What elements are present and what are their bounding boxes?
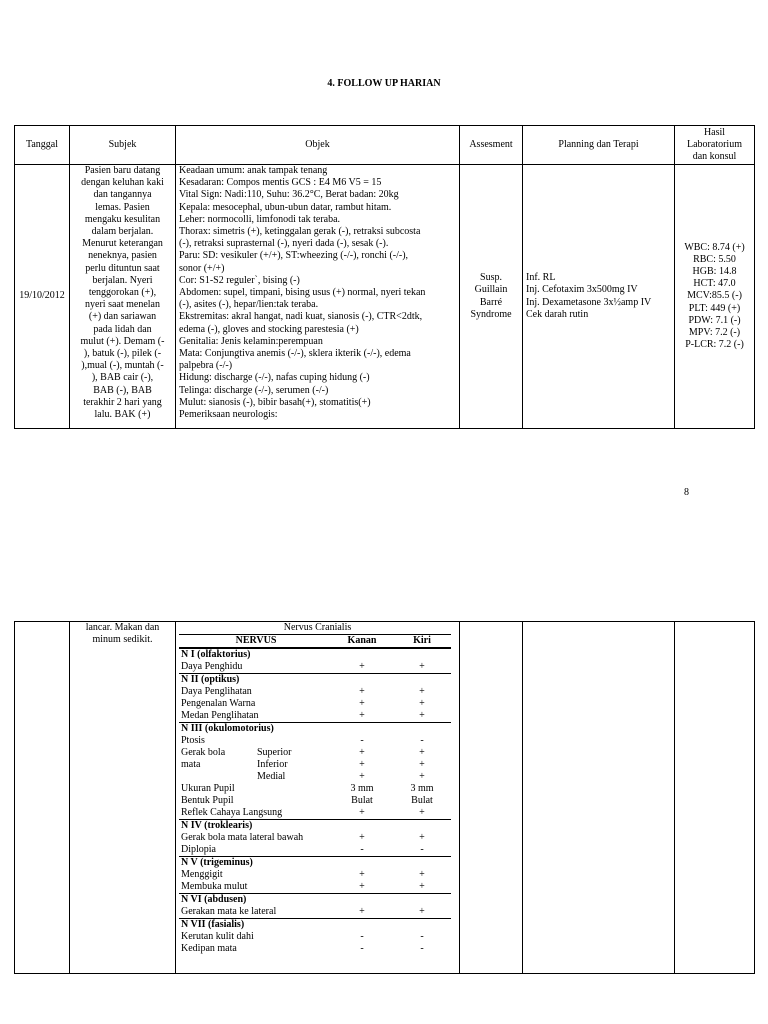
page-number: 8 <box>684 487 689 498</box>
nervus-label: Daya Penglihatan <box>181 686 252 697</box>
date-cell-empty <box>15 622 70 974</box>
table-row <box>15 622 755 974</box>
nervus-exam-row <box>179 832 451 844</box>
text-line: neneknya, pasien <box>88 250 157 262</box>
nervus-kiri: + <box>419 710 425 721</box>
text-line: MPV: 7.2 (-) <box>688 327 741 338</box>
header-hasil-line: Laboratorium <box>687 139 742 150</box>
nervus-label: Menggigit <box>181 869 223 880</box>
nervus-kiri: + <box>419 832 425 843</box>
text-line: Leher: normocolli, limfonodi tak teraba. <box>179 213 341 225</box>
text-line: Abdomen: supel, timpani, bising usus (+) normal, nyeri tekan <box>179 287 426 299</box>
nervus-section-name: N VII (fasialis) <box>179 919 451 932</box>
lab-result-cell <box>675 165 755 429</box>
planning-cell-empty <box>523 622 675 974</box>
nervus-sub: Inferior <box>257 759 288 770</box>
nervus-kiri: + <box>419 881 425 892</box>
nervus-header-row <box>179 635 451 649</box>
nervus-exam-row <box>179 931 451 943</box>
nervus-exam-row <box>179 747 451 759</box>
nervus-kanan: + <box>359 771 365 782</box>
text-line: Thorax: simetris (+), ketinggalan gerak (-), retraksi subcosta <box>179 226 421 238</box>
nervus-kanan: + <box>359 747 365 758</box>
text-line: berjalan. Nyeri <box>92 274 153 286</box>
follow-up-table <box>14 125 755 429</box>
nervus-exam-row <box>179 844 451 857</box>
text-line: dalam berjalan. <box>91 226 154 238</box>
text-line: Mulut: sianosis (-), bibir basah(+), stomatitis(+) <box>179 396 371 408</box>
text-line: palpebra (-/-) <box>179 360 233 372</box>
nervus-kanan: + <box>359 710 365 721</box>
nervus-kanan: + <box>359 759 365 770</box>
assesment-cell <box>460 165 523 429</box>
continuation-table <box>14 621 755 974</box>
nervus-kiri: - <box>420 735 424 746</box>
assesment-lines <box>460 272 522 321</box>
nervus-label: Membuka mulut <box>181 881 248 892</box>
nervus-label: Ukuran Pupil <box>181 783 235 794</box>
nervus-kanan: + <box>359 869 365 880</box>
nervus-kiri: Bulat <box>411 795 433 806</box>
nervus-kanan: + <box>359 832 365 843</box>
nervus-kanan: + <box>359 698 365 709</box>
text-line: WBC: 8.74 (+) <box>684 241 745 253</box>
nervus-kanan: - <box>360 735 364 746</box>
text-line: Menurut keterangan <box>82 238 163 250</box>
nervus-sub: Superior <box>257 747 292 758</box>
nervus-kiri: 3 mm <box>410 783 434 794</box>
text-line: Paru: SD: vesikuler (+/+), ST:wheezing (-/-), ronchi (-/-), <box>179 250 409 262</box>
nervus-label: Gerak bola mata lateral bawah <box>181 832 304 843</box>
nervus-label: Bentuk Pupil <box>181 795 234 806</box>
text-line: HGB: 14.8 <box>692 265 737 277</box>
nervus-cranialis-title: Nervus Cranialis <box>283 622 352 633</box>
header-subjek: Subjek <box>70 126 176 165</box>
objek-lines <box>179 165 456 421</box>
header-hasil-lab <box>675 126 755 165</box>
nervus-label: Daya Penghidu <box>181 661 243 672</box>
nervus-kiri: + <box>419 807 425 818</box>
nervus-label: mata <box>181 759 201 770</box>
nervus-kanan: + <box>359 807 365 818</box>
nervus-label: Reflek Cahaya Langsung <box>181 807 283 818</box>
text-line: Ekstremitas: akral hangat, nadi kuat, sianosis (-), CTR<2dtk, <box>179 311 423 323</box>
table-header-row <box>15 126 755 165</box>
nervus-exam-row <box>179 783 451 795</box>
text-line: Pemeriksaan neurologis: <box>179 409 278 421</box>
text-line: dan tangannya <box>93 189 152 201</box>
nervus-kanan: - <box>360 943 364 954</box>
text-line: Telinga: discharge (-/-), serumen (-/-) <box>179 384 329 396</box>
text-line: lancar. Makan dan <box>85 622 160 633</box>
nervus-header-kiri: Kiri <box>391 635 451 649</box>
nervus-section-name: N IV (troklearis) <box>179 820 451 833</box>
assesment-cell-empty <box>460 622 523 974</box>
text-line: minum sedikit. <box>92 634 153 646</box>
text-line: ),mual (-), muntah (- <box>81 360 164 372</box>
nervus-kanan: + <box>359 881 365 892</box>
header-planning: Planning dan Terapi <box>523 126 675 165</box>
text-line: BAB (-), BAB <box>93 384 152 396</box>
nervus-kiri: + <box>419 759 425 770</box>
header-assesment: Assesment <box>460 126 523 165</box>
nervus-sub: Medial <box>257 771 286 782</box>
text-line: Keadaan umum: anak tampak tenang <box>179 165 328 176</box>
nervus-section-row <box>179 723 451 736</box>
page-title: 4. FOLLOW UP HARIAN <box>327 78 441 89</box>
subjek-continued-lines <box>72 622 173 646</box>
text-line: edema (-), gloves and stocking parestesia (+) <box>179 323 359 335</box>
nervus-kiri: + <box>419 698 425 709</box>
nervus-section-row <box>179 857 451 870</box>
nervus-section-name: N VI (abdusen) <box>179 894 451 907</box>
nervus-kiri: + <box>419 771 425 782</box>
nervus-section-name: N II (optikus) <box>179 674 451 687</box>
nervus-section-name: N III (okulomotorius) <box>179 723 451 736</box>
subjek-lines <box>72 165 173 421</box>
nervus-exam-row <box>179 771 451 783</box>
date-cell: 19/10/2012 <box>15 165 70 429</box>
text-line: MCV:85.5 (-) <box>687 290 742 302</box>
nervus-kiri: + <box>419 869 425 880</box>
nervus-kanan: + <box>359 686 365 697</box>
header-hasil-line: dan konsul <box>692 151 737 162</box>
planning-lines <box>526 272 671 321</box>
text-line: (-), retraksi suprasternal (-), nyeri dada (-), sesak (-). <box>179 238 389 250</box>
text-line: Guillain <box>474 284 508 296</box>
text-line: mulut (+). Demam (- <box>80 335 165 347</box>
nervus-exam-row <box>179 807 451 820</box>
text-line: sonor (+/+) <box>179 262 225 274</box>
nervus-header-kanan: Kanan <box>331 635 391 649</box>
text-line: PLT: 449 (+) <box>688 302 741 314</box>
nervus-kanan: Bulat <box>351 795 373 806</box>
header-tanggal: Tanggal <box>15 126 70 165</box>
text-line: dengan keluhan kaki <box>81 177 164 189</box>
nervus-label: Diplopia <box>181 844 216 855</box>
nervus-section-row <box>179 820 451 833</box>
text-line: P-LCR: 7.2 (-) <box>685 339 744 351</box>
text-line: PDW: 7.1 (-) <box>688 314 741 326</box>
nervus-kiri: + <box>419 686 425 697</box>
nervus-exam-row <box>179 661 451 674</box>
text-line: Susp. <box>480 272 502 284</box>
nervus-exam-row <box>179 759 451 771</box>
nervus-label: Pengenalan Warna <box>181 698 256 709</box>
planning-cell <box>523 165 675 429</box>
objek-cell <box>176 165 460 429</box>
nervus-label <box>179 771 255 783</box>
text-line: Hidung: discharge (-/-), nafas cuping hidung (-) <box>179 372 370 384</box>
nervus-cell <box>176 622 460 974</box>
nervus-kiri: + <box>419 747 425 758</box>
text-line: Barré <box>479 296 503 308</box>
text-line: terakhir 2 hari yang <box>83 396 162 408</box>
nervus-section-row <box>179 648 451 661</box>
nervus-exam-row <box>179 795 451 807</box>
text-line: lemas. Pasien <box>95 201 150 213</box>
text-line: Pasien baru datang <box>84 165 161 176</box>
text-line: pada lidah dan <box>93 323 152 335</box>
nervus-kanan: + <box>359 906 365 917</box>
nervus-label: Gerak bola <box>181 747 226 758</box>
nervus-label: Gerakan mata ke lateral <box>181 906 277 917</box>
text-line: Cek darah rutin <box>526 308 589 320</box>
nervus-kiri: + <box>419 661 425 672</box>
nervus-label: Kerutan kulit dahi <box>181 931 254 942</box>
table-row <box>15 165 755 429</box>
subjek-continued-cell <box>70 622 176 974</box>
nervus-header-label: NERVUS <box>179 635 331 649</box>
text-line: ), batuk (-), pilek (- <box>83 348 162 360</box>
nervus-kiri: - <box>420 844 424 855</box>
nervus-section-name: N V (trigeminus) <box>179 857 451 870</box>
nervus-section-row <box>179 894 451 907</box>
lab-lines <box>675 242 754 352</box>
nervus-exam-row <box>179 943 451 955</box>
text-line: Inj. Cefotaxim 3x500mg IV <box>526 284 638 296</box>
nervus-section-name: N I (olfaktorius) <box>179 648 451 661</box>
text-line: nyeri saat menelan <box>85 299 160 311</box>
text-line: RBC: 5.50 <box>693 253 736 265</box>
text-line: (-), asites (-), hepar/lien:tak teraba. <box>179 299 319 311</box>
text-line: perlu dituntun saat <box>85 262 160 274</box>
text-line: HCT: 47.0 <box>693 278 736 290</box>
text-line: Syndrome <box>470 308 512 320</box>
text-line: Kesadaran: Compos mentis GCS : E4 M6 V5 = 15 <box>179 177 382 189</box>
text-line: Inf. RL <box>526 272 556 284</box>
lab-cell-empty <box>675 622 755 974</box>
nervus-label: Ptosis <box>181 735 205 746</box>
text-line: Inj. Dexametasone 3x½amp IV <box>526 296 652 308</box>
text-line: Genitalia: Jenis kelamin:perempuan <box>179 335 323 347</box>
text-line: Cor: S1-S2 reguler`, bising (-) <box>179 274 300 286</box>
nervus-kiri: + <box>419 906 425 917</box>
nervus-exam-row <box>179 698 451 710</box>
nervus-kanan: + <box>359 661 365 672</box>
text-line: Vital Sign: Nadi:110, Suhu: 36.2°C, Berat badan: 20kg <box>179 189 399 201</box>
nervus-label: Kedipan mata <box>181 943 237 954</box>
text-line: lalu. BAK (+) <box>94 409 151 421</box>
nervus-kanan: - <box>360 844 364 855</box>
nervus-exam-row <box>179 686 451 698</box>
nervus-exam-row <box>179 881 451 894</box>
nervus-table <box>179 634 451 955</box>
subjek-cell <box>70 165 176 429</box>
nervus-kiri: - <box>420 931 424 942</box>
text-line: Mata: Conjungtiva anemis (-/-), sklera ikterik (-/-), edema <box>179 348 411 360</box>
nervus-exam-row <box>179 869 451 881</box>
nervus-section-row <box>179 674 451 687</box>
text-line: (+) dan sariawan <box>88 311 157 323</box>
text-line: ), BAB cair (-), <box>91 372 154 384</box>
nervus-kanan: - <box>360 931 364 942</box>
header-objek: Objek <box>176 126 460 165</box>
nervus-label: Medan Penglihatan <box>181 710 259 721</box>
nervus-kiri: - <box>420 943 424 954</box>
nervus-section-row <box>179 919 451 932</box>
nervus-kanan: 3 mm <box>350 783 374 794</box>
nervus-exam-row <box>179 906 451 919</box>
text-line: mengaku kesulitan <box>84 213 161 225</box>
text-line: Kepala: mesocephal, ubun-ubun datar, rambut hitam. <box>179 201 392 213</box>
text-line: tenggorokan (+), <box>88 287 157 299</box>
nervus-exam-row <box>179 735 451 747</box>
nervus-exam-row <box>179 710 451 723</box>
header-hasil-line: Hasil <box>703 127 726 138</box>
